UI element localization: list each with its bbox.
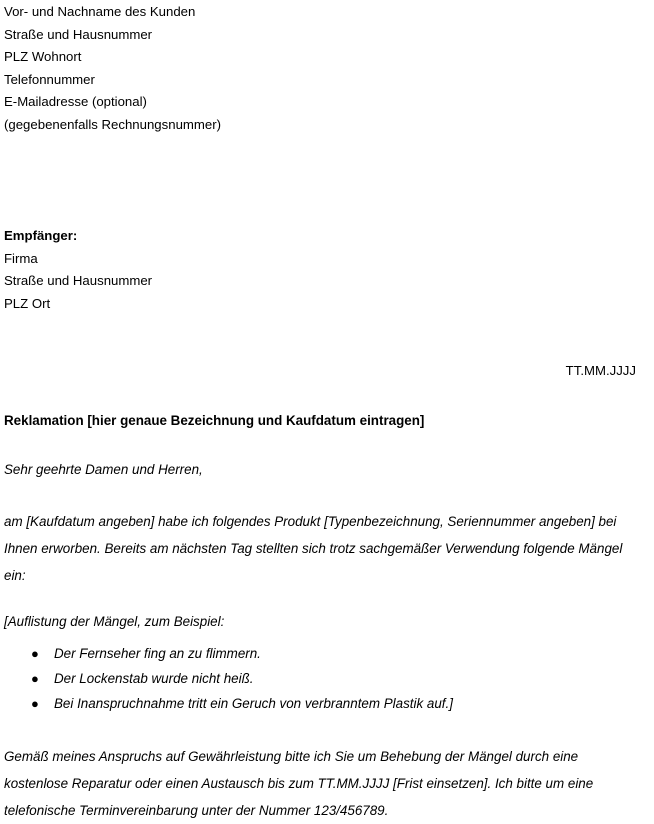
list-item-label: Der Fernseher fing an zu flimmern.	[54, 645, 261, 661]
spacer-after-list	[4, 716, 645, 743]
sender-address-block	[4, 0, 645, 136]
spacer-before-list	[4, 633, 645, 641]
spacer-after-paragraph-1	[4, 589, 645, 611]
sender-line-street: Straße und Hausnummer	[4, 26, 153, 42]
spacer-after-date	[4, 383, 645, 410]
spacer-after-subject	[4, 432, 645, 459]
bullet-icon: ●	[31, 695, 39, 711]
sender-line-city: PLZ Wohnort	[4, 49, 82, 64]
subject-line: Reklamation [hier genaue Bezeichnung und Kaufdatum eintragen]	[4, 412, 425, 428]
list-item-label: Bei Inanspruchnahme tritt ein Geruch von verbranntem Plastik auf.]	[54, 695, 453, 711]
sender-line-email: E-Mailadresse (optional)	[4, 94, 147, 109]
bullet-icon: ●	[31, 670, 39, 686]
list-item-label: Der Lockenstab wurde nicht heiß.	[54, 670, 254, 686]
recipient-line-street: Straße und Hausnummer	[4, 273, 153, 288]
recipient-line-city: PLZ Ort	[4, 295, 51, 311]
spacer-after-sender	[4, 136, 645, 225]
bullet-icon: ●	[31, 645, 39, 661]
salutation-line: Sehr geehrte Damen und Herren,	[4, 461, 203, 477]
list-item	[4, 691, 645, 716]
spacer-after-recipient	[4, 315, 645, 360]
body-paragraph-2: Gemäß meines Anspruchs auf Gewährleistung bitte ich Sie um Behebung der Mängel durch eine kostenlose Reparatur oder einen Austausch bis zum TT.MM.JJJJ [Frist einsetzen]. Ich bitte um eine telefonische Terminvereinbarung unter der Nummer 123/456789.	[4, 748, 594, 818]
defect-list-intro: [Auflistung der Mängel, zum Beispiel:	[4, 613, 225, 629]
recipient-line-company: Firma	[4, 250, 38, 266]
body-paragraph-1: am [Kaufdatum angeben] habe ich folgendes Produkt [Typenbezeichnung, Seriennummer angeben] bei Ihnen erworben. Bereits am nächsten Tag stellten sich trotz sachgemäßer Verwendung folgende Mängel ein:	[4, 513, 623, 583]
sender-line-phone: Telefonnummer	[4, 71, 95, 87]
recipient-address-block	[4, 225, 645, 315]
date-line: TT.MM.JJJJ	[565, 363, 636, 378]
recipient-heading: Empfänger:	[4, 228, 78, 243]
sender-line-invoice-number: (gegebenenfalls Rechnungsnummer)	[4, 116, 221, 132]
list-item	[4, 666, 645, 691]
spacer-after-salutation	[4, 481, 645, 508]
list-item	[4, 641, 645, 666]
sender-line-name: Vor- und Nachname des Kunden	[4, 4, 196, 19]
defect-list	[4, 641, 645, 716]
